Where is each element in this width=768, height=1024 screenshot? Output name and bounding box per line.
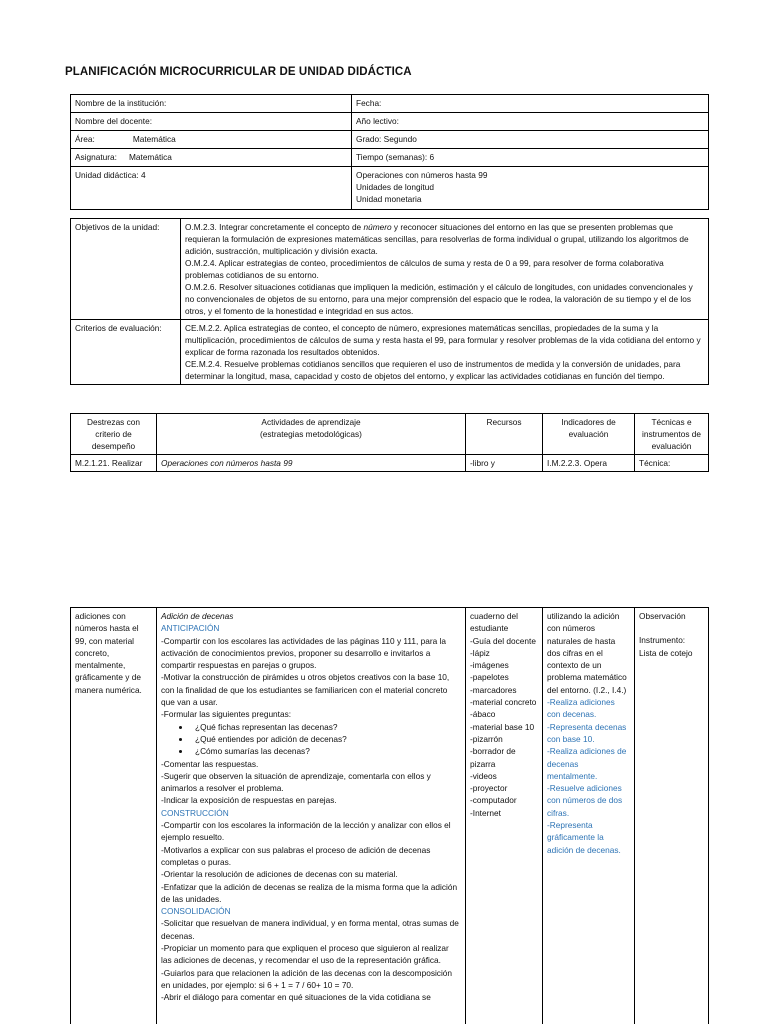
anticipacion-step: -Formular las siguientes preguntas:	[161, 709, 292, 720]
technique-value: Observación	[639, 611, 686, 621]
page-title: PLANIFICACIÓN MICROCURRICULAR DE UNIDAD DIDÁCTICA	[65, 66, 412, 78]
objective-om223	[185, 221, 704, 257]
institution-label: Nombre de la institución:	[71, 95, 352, 113]
resource-item: -Internet	[470, 807, 501, 818]
area-cell	[71, 131, 352, 149]
unit-cell: Unidad didáctica: 4	[71, 167, 352, 210]
objective-om223-emphasis: número	[363, 222, 392, 232]
indicator-item: -Realiza adiciones de decenas mentalmente.	[547, 746, 627, 781]
indicator-item: -Representa decenas con base 10.	[547, 721, 627, 744]
objectives-label: Objetivos de la unidad:	[71, 219, 181, 320]
consolidacion-step: -Abrir el diálogo para comentar en qué situaciones de la vida cotidiana se	[161, 992, 431, 1003]
anticipacion-heading: ANTICIPACIÓN	[161, 623, 220, 634]
indicator-item: -Representa gráficamente la adición de decenas.	[547, 820, 621, 855]
objective-om223-text-b: y reconocer situaciones del entorno en las que se presenten problemas que requieran la formulación de expresiones matemáticas sencillas, para resolverlas de forma individual o grupal, utilizando los algoritmos de adición, sustracción, multiplicación y división exacta.	[185, 222, 689, 256]
anticipacion-step: -Comentar las respuestas.	[161, 758, 259, 769]
consolidacion-step: -Solicitar que resuelvan de manera individual, y en forma mental, otras sumas de decenas.	[161, 918, 459, 941]
info-table	[70, 94, 709, 210]
resource-item: -pizarrón	[470, 733, 503, 744]
topic-1: Operaciones con números hasta 99	[356, 170, 488, 180]
questions-list	[161, 721, 461, 758]
subject-cell	[71, 149, 352, 167]
question-item: • ¿Qué entiendes por adición de decenas?	[191, 733, 461, 745]
resources-cell	[466, 608, 543, 1024]
topic-3: Unidad monetaria	[356, 194, 422, 204]
question-item: • ¿Qué fichas representan las decenas?	[191, 721, 461, 733]
grade-cell: Grado: Segundo	[352, 131, 709, 149]
row-resources-start: -libro y	[466, 455, 543, 472]
resource-item: -computador	[470, 795, 517, 806]
resource-item: -proyector	[470, 783, 508, 794]
construccion-step: -Compartir con los escolares la información de la lección y analizar con ellos el ejemplo resuelto.	[161, 820, 451, 843]
objective-om223-text-a: O.M.2.3. Integrar concretamente el concepto de	[185, 222, 364, 232]
resource-item: -borrador de pizarra	[470, 746, 516, 769]
destreza-cell: adiciones con números hasta el 99, con material concreto, mentalmente, gráficamente y de manera numérica.	[71, 608, 157, 1024]
techniques-cell	[635, 608, 709, 1024]
row-indicator-start: I.M.2.2.3. Opera	[543, 455, 635, 472]
instrument-value: Instrumento: Lista de cotejo	[639, 635, 693, 658]
objectives-table	[70, 218, 709, 385]
topics-cell	[352, 167, 709, 210]
anticipacion-step: -Indicar la exposición de respuestas en parejas.	[161, 795, 337, 806]
consolidacion-heading: CONSOLIDACIÓN	[161, 906, 231, 917]
anticipacion-step: -Sugerir que observen la situación de aprendizaje, comentarla con ellos y animarlos a resolver el problema.	[161, 770, 431, 794]
date-label: Fecha:	[352, 95, 709, 113]
indicator-text: utilizando la adición con números naturales de hasta dos cifras en el contexto de un problema matemático del entorno. (I.2., I.4.)	[547, 611, 627, 695]
activity-title: Adición de decenas	[161, 611, 234, 621]
resource-item: -material concreto	[470, 697, 537, 708]
time-cell: Tiempo (semanas): 6	[352, 149, 709, 167]
area-label: Área:	[75, 134, 95, 144]
construccion-step: -Enfatizar que la adición de decenas se realiza de la misma forma que la adición de las unidades.	[161, 881, 458, 904]
resource-item: -lápiz	[470, 647, 490, 658]
subject-value: Matemática	[128, 152, 172, 162]
topic-2: Unidades de longitud	[356, 182, 434, 192]
indicator-item: -Resuelve adiciones con números de dos cifras.	[547, 783, 623, 818]
resource-item: -papelotes	[470, 672, 509, 683]
objective-om224: O.M.2.4. Aplicar estrategias de conteo, procedimientos de cálculos de suma y resta de 0 a 99, para resolver de forma colaborativa problemas cotidianos de su entorno.	[185, 258, 664, 280]
question-item: • ¿Cómo sumarías las decenas?	[191, 745, 461, 757]
technique-spacer	[639, 622, 704, 634]
header-actividades-title: Actividades de aprendizaje	[261, 417, 361, 427]
header-destrezas: Destrezas con criterio de desempeño	[71, 414, 157, 455]
subject-label: Asignatura:	[75, 152, 117, 162]
construccion-heading: CONSTRUCCIÓN	[161, 807, 229, 818]
row-technique-start: Técnica:	[635, 455, 709, 472]
resource-item: -Guía del docente	[470, 635, 536, 646]
resource-item: -videos	[470, 770, 497, 781]
activities-table	[70, 413, 709, 472]
criterion-ce224: CE.M.2.4. Resuelve problemas cotidianos sencillos que requieren el uso de instrumentos de medida y la conversión de unidades, para determinar la longitud, masa, capacidad y costo de objetos del entorno, y explicar las actividades cotidianas en función del tiempo.	[185, 359, 681, 381]
objective-om226: O.M.2.6. Resolver situaciones cotidianas que impliquen la medición, estimación y el cálculo de longitudes, con unidades convencionales y no convencionales de objetos de su entorno, para una mejor comprensión del espacio que le rodea, la valoración de su tiempo y el de los otros, y el fomento de la honestidad e integridad en sus actos.	[185, 282, 693, 316]
resource-item: -marcadores	[470, 684, 517, 695]
resource-item: cuaderno del estudiante	[470, 611, 518, 634]
resource-item: -ábaco	[470, 709, 496, 720]
header-actividades-subtitle: (estrategias metodológicas)	[260, 429, 362, 439]
indicators-cell	[543, 608, 635, 1024]
indicator-item: -Realiza adiciones con decenas.	[547, 697, 615, 720]
construccion-step: -Motivarlos a explicar con sus palabras el proceso de adición de decenas completas o puras.	[161, 844, 431, 867]
year-label: Año lectivo:	[352, 113, 709, 131]
anticipacion-step: -Compartir con los escolares las actividades de las páginas 110 y 111, para la activación de conocimientos previos, proponer su desarrollo e invitarlos a compartir respuestas en parejas o grupos.	[161, 635, 447, 671]
header-tecnicas: Técnicas e instrumentos de evaluación	[635, 414, 709, 455]
resource-item: -imágenes	[470, 660, 509, 671]
consolidacion-step: -Guiarlos para que relacionen la adición de las decenas con la descomposición en unidades, por ejemplo: si 6 + 1 = 7 / 60+ 10 = 70.	[161, 967, 453, 990]
criteria-content	[181, 320, 709, 385]
header-indicadores: Indicadores de evaluación	[543, 414, 635, 455]
teacher-label: Nombre del docente:	[71, 113, 352, 131]
construccion-step: -Orientar la resolución de adiciones de decenas con su material.	[161, 869, 398, 880]
header-recursos: Recursos	[466, 414, 543, 455]
continuation-table	[70, 607, 709, 1024]
row-activity-title: Operaciones con números hasta 99	[157, 455, 466, 472]
criteria-label: Criterios de evaluación:	[71, 320, 181, 385]
activities-cell	[157, 608, 466, 1024]
resource-item: -material base 10	[470, 721, 535, 732]
header-actividades	[157, 414, 466, 455]
area-value: Matemática	[132, 134, 176, 144]
row-destreza-start: M.2.1.21. Realizar	[71, 455, 157, 472]
objectives-content	[181, 219, 709, 320]
consolidacion-step: -Propiciar un momento para que expliquen el proceso que siguieron al realizar las adiciones de decenas, y recomendar el uso de la representación gráfica.	[161, 943, 449, 966]
criterion-ce222: CE.M.2.2. Aplica estrategias de conteo, el concepto de número, expresiones matemáticas sencillas, propiedades de la suma y la multiplicación, procedimientos de cálculos de suma y resta hasta el 99, para formular y resolver problemas de la vida cotidiana del entorno y explicar de forma razonada los resultados obtenidos.	[185, 323, 701, 357]
anticipacion-step: -Motivar la construcción de pirámides u otros objetos creativos con la base 10, con la finalidad de que los estudiantes se familiaricen con el material concreto que van a usar.	[161, 672, 450, 708]
